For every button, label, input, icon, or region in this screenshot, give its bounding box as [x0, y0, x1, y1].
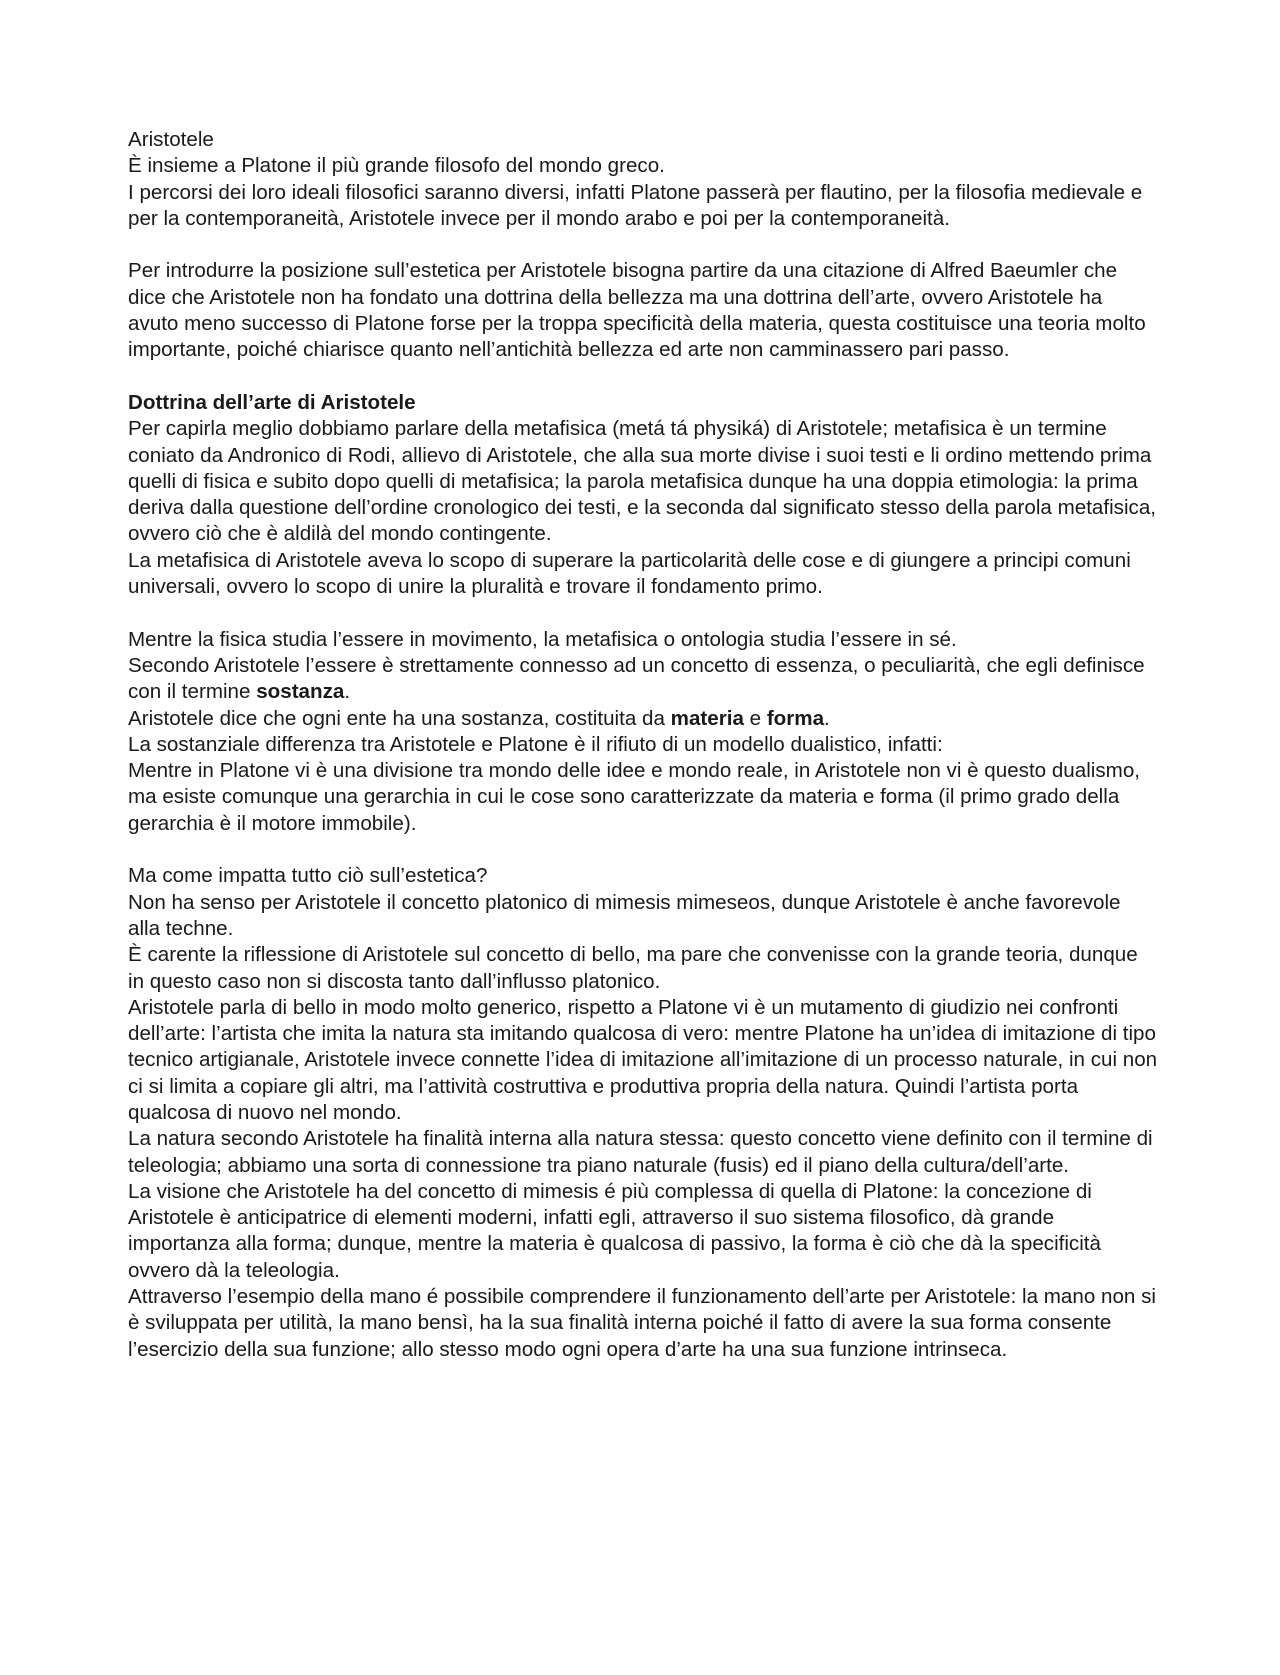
bold-term-materia: materia — [670, 706, 744, 730]
estetica-paragraph-1: Ma come impatta tutto ciò sull’estetica? — [128, 864, 488, 888]
estetica-paragraph-6: La visione che Aristotele ha del concetto di mimesis é più complessa di quella di Platone: la concezione di Aristotele è anticipatrice di elementi moderni, infatti egli, attraverso il suo sistema filosofico, dà grande importanza alla forma; dunque, mentre la materia è qualcosa di passivo, la forma è ciò che dà la specificità ovvero dà la teleologia. — [128, 1179, 1101, 1282]
estetica-intro-paragraph: Per introdurre la posizione sull’estetica per Aristotele bisogna partire da una citazione di Alfred Baeumler che dice che Aristotele non ha fondato una dottrina della bellezza ma una dottrina dell’arte, ovvero Aristotele ha avuto meno successo di Platone forse per la troppa specificità della materia, questa costituisce una teoria molto importante, poiché chiarisce quanto nell’antichità bellezza ed arte non camminassero pari passo. — [128, 259, 1146, 362]
text-run: . — [824, 706, 830, 730]
text-run: e — [743, 706, 767, 730]
section-heading: Dottrina dell’arte di Aristotele — [128, 390, 416, 414]
estetica-paragraph-3: È carente la riflessione di Aristotele sul concetto di bello, ma pare che convenisse con la grande teoria, dunque in questo caso non si discosta tanto dall’influsso platonico. — [128, 943, 1138, 993]
essere-paragraph-2 — [128, 653, 1158, 706]
bold-term-sostanza: sostanza — [256, 680, 345, 704]
intro-paragraph-2: I percorsi dei loro ideali filosofici saranno diversi, infatti Platone passerà per flautino, per la filosofia medievale e per la contemporaneità, Aristotele invece per il mondo arabo e poi per la contemporaneità. — [128, 180, 1143, 230]
metafisica-paragraph-2: La metafisica di Aristotele aveva lo scopo di superare la particolarità delle cose e di giungere a principi comuni universali, ovvero lo scopo di unire la pluralità e trovare il fondamento primo. — [128, 548, 1131, 599]
estetica-paragraph-5: La natura secondo Aristotele ha finalità interna alla natura stessa: questo concetto viene definito con il termine di teleologia; abbiamo una sorta di connessione tra piano naturale (fusis) ed il piano della cultura/dell’arte. — [128, 1127, 1153, 1177]
paragraph-gap — [128, 837, 1158, 863]
metafisica-paragraph-1: Per capirla meglio dobbiamo parlare della metafisica (metá tá physiká) di Aristotele; metafisica è un termine coniato da Andronico di Rodi, allievo di Aristotele, che alla sua morte divise i suoi testi e li ordino mettendo prima quelli di fisica e subito dopo quelli di metafisica; la parola metafisica dunque ha una doppia etimologia: la prima deriva dalla questione dell’ordine cronologico dei testi, e la seconda dal significato stesso della parola metafisica, ovvero ciò che è aldilà del mondo contingente. — [128, 417, 1157, 546]
estetica-paragraph-2: Non ha senso per Aristotele il concetto platonico di mimesis mimeseos, dunque Aristotele è anche favorevole alla techne. — [128, 890, 1121, 940]
essere-paragraph-1: Mentre la fisica studia l’essere in movimento, la metafisica o ontologia studia l’essere in sé. — [128, 627, 957, 651]
estetica-paragraph-7: Attraverso l’esempio della mano é possibile comprendere il funzionamento dell’arte per Aristotele: la mano non si è sviluppata per utilità, la mano bensì, ha la sua finalità interna poiché il fatto di avere la sua forma consente l’esercizio della sua funzione; allo stesso modo ogni opera d’arte ha una sua funzione intrinseca. — [128, 1285, 1156, 1361]
estetica-paragraph-4: Aristotele parla di bello in modo molto generico, rispetto a Platone vi è un mutamento di giudizio nei confronti dell’arte: l’artista che imita la natura sta imitando qualcosa di vero: mentre Platone ha un’idea di imitazione di tipo tecnico artigianale, Aristotele invece connette l’idea di imitazione all’imitazione di un processo naturale, in cui non ci si limita a copiare gli altri, ma l’attività costruttiva e produttiva propria della natura. Quindi l’artista porta qualcosa di nuovo nel mondo. — [128, 995, 1158, 1124]
text-run: . — [344, 680, 351, 704]
intro-paragraph-1: È insieme a Platone il più grande filosofo del mondo greco. — [128, 154, 665, 178]
document-title: Aristotele — [128, 128, 214, 151]
paragraph-gap — [128, 364, 1158, 390]
document-page — [128, 127, 1158, 1363]
paragraph-gap — [128, 232, 1158, 258]
text-run: Aristotele dice che ogni ente ha una sostanza, costituita da — [128, 706, 671, 730]
text-run: Secondo Aristotele l’essere è strettamente connesso ad un concetto di essenza, o peculiarità, che egli definisce con il termine — [128, 653, 1145, 704]
essere-paragraph-4: La sostanziale differenza tra Aristotele e Platone è il rifiuto di un modello dualistico, infatti: — [128, 732, 943, 756]
essere-paragraph-3 — [128, 706, 1158, 732]
essere-paragraph-5: Mentre in Platone vi è una divisione tra mondo delle idee e mondo reale, in Aristotele non vi è questo dualismo, ma esiste comunque una gerarchia in cui le cose sono caratterizzate da materia e forma (il primo grado della gerarchia è il motore immobile). — [128, 759, 1140, 835]
paragraph-gap — [128, 600, 1158, 626]
bold-term-forma: forma — [766, 706, 825, 730]
